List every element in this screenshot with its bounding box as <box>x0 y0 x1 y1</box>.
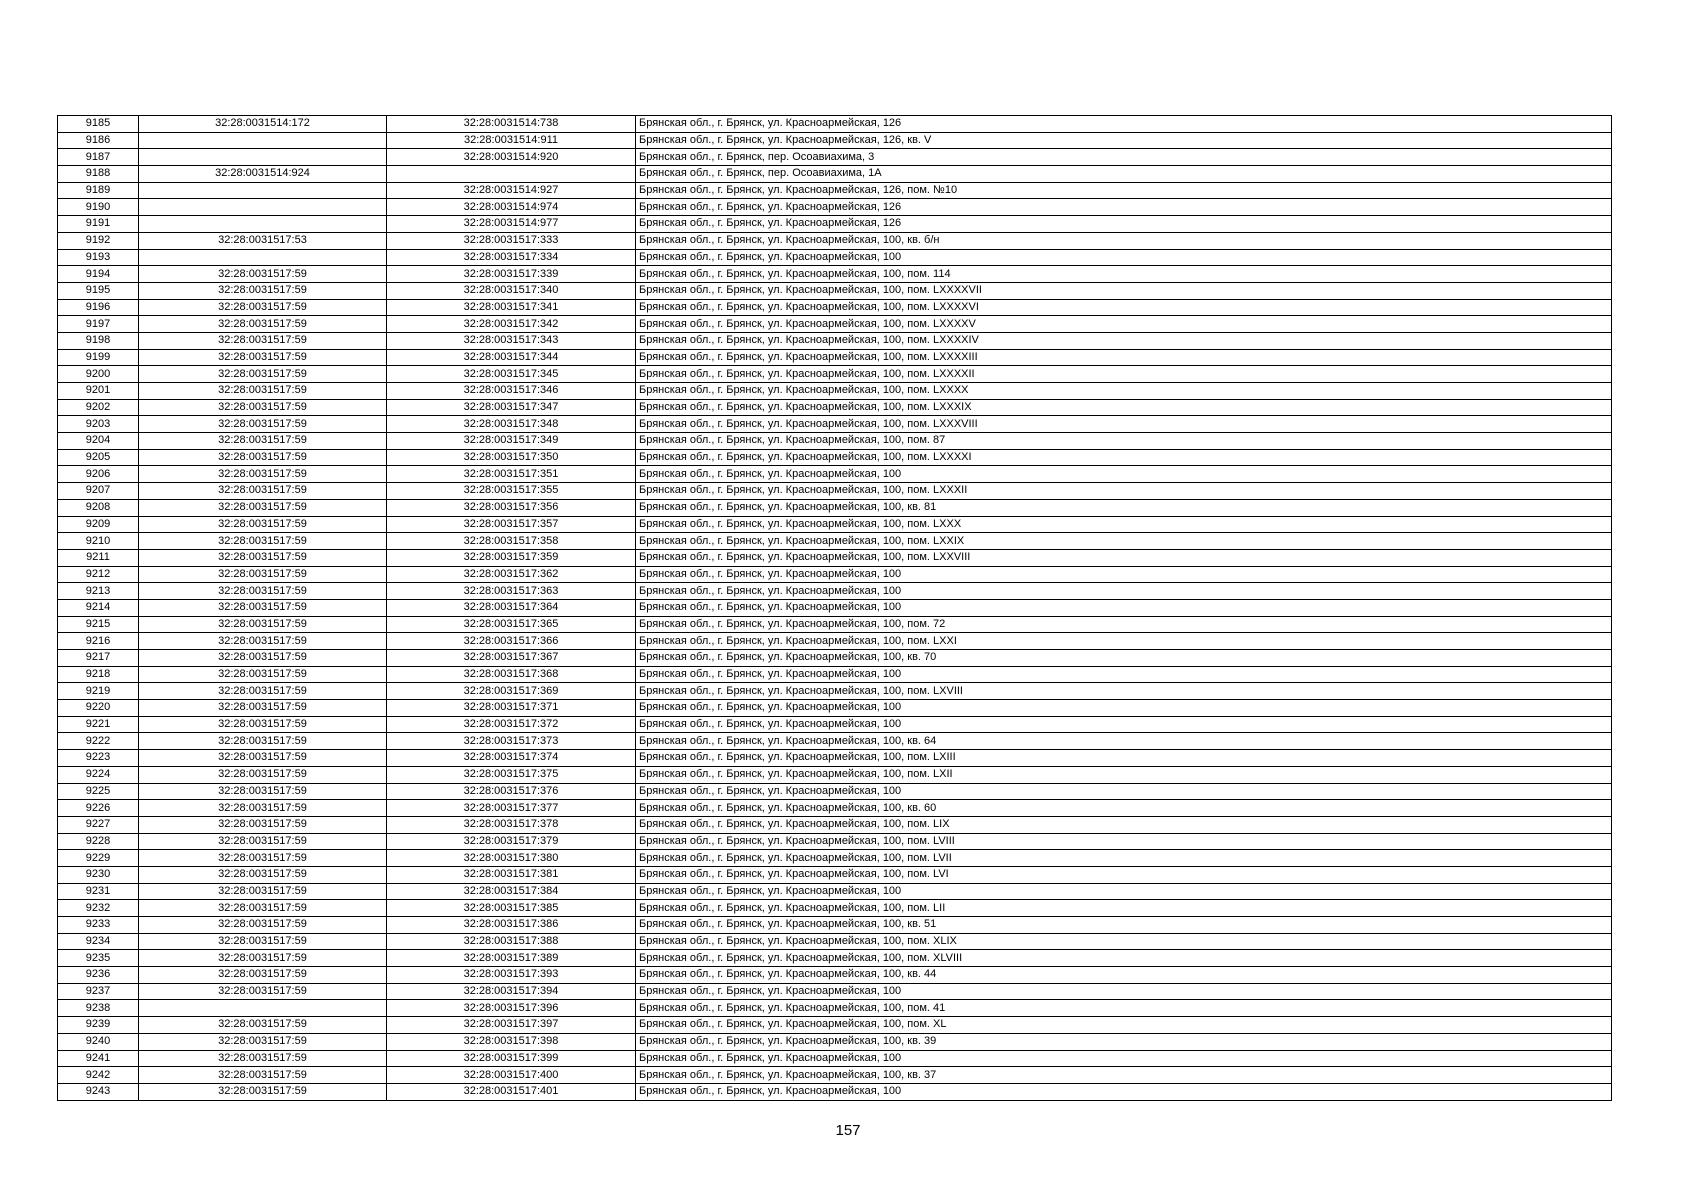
row-number-cell: 9210 <box>58 533 139 550</box>
row-number-cell: 9189 <box>58 182 139 199</box>
parcel-number-cell: 32:28:0031517:59 <box>139 633 387 650</box>
row-number-cell: 9197 <box>58 316 139 333</box>
row-number-cell: 9220 <box>58 700 139 717</box>
parcel-number-cell: 32:28:0031517:59 <box>139 332 387 349</box>
parcel-number-cell: 32:28:0031517:59 <box>139 516 387 533</box>
cadastral-table <box>57 115 1612 1101</box>
address-cell: Брянская обл., г. Брянск, ул. Красноармейская, 100, кв. 60 <box>636 800 1612 817</box>
table-row <box>58 132 1612 149</box>
row-number-cell: 9216 <box>58 633 139 650</box>
row-number-cell: 9202 <box>58 399 139 416</box>
object-number-cell: 32:28:0031517:384 <box>387 883 636 900</box>
address-cell: Брянская обл., г. Брянск, ул. Красноармейская, 100, пом. LII <box>636 900 1612 917</box>
parcel-number-cell: 32:28:0031517:59 <box>139 683 387 700</box>
address-cell: Брянская обл., г. Брянск, ул. Красноармейская, 100, пом. 87 <box>636 433 1612 450</box>
object-number-cell: 32:28:0031517:345 <box>387 366 636 383</box>
object-number-cell: 32:28:0031517:377 <box>387 800 636 817</box>
parcel-number-cell: 32:28:0031517:59 <box>139 383 387 400</box>
object-number-cell: 32:28:0031517:351 <box>387 466 636 483</box>
table-row <box>58 716 1612 733</box>
row-number-cell: 9201 <box>58 383 139 400</box>
page-number: 157 <box>835 1122 861 1139</box>
object-number-cell: 32:28:0031517:349 <box>387 433 636 450</box>
row-number-cell: 9186 <box>58 132 139 149</box>
table-row <box>58 533 1612 550</box>
parcel-number-cell <box>139 132 387 149</box>
object-number-cell: 32:28:0031517:362 <box>387 566 636 583</box>
table-row <box>58 433 1612 450</box>
table-row <box>58 299 1612 316</box>
address-cell: Брянская обл., г. Брянск, ул. Красноармейская, 100, пом. LIX <box>636 816 1612 833</box>
parcel-number-cell: 32:28:0031517:59 <box>139 416 387 433</box>
address-cell: Брянская обл., г. Брянск, ул. Красноармейская, 100, кв. 51 <box>636 917 1612 934</box>
table-row <box>58 683 1612 700</box>
parcel-number-cell: 32:28:0031517:59 <box>139 833 387 850</box>
object-number-cell: 32:28:0031517:364 <box>387 599 636 616</box>
row-number-cell: 9218 <box>58 666 139 683</box>
table-row <box>58 700 1612 717</box>
parcel-number-cell: 32:28:0031517:59 <box>139 282 387 299</box>
address-cell: Брянская обл., г. Брянск, ул. Красноармейская, 100, пом. LXXXX <box>636 383 1612 400</box>
parcel-number-cell: 32:28:0031517:59 <box>139 566 387 583</box>
address-cell: Брянская обл., г. Брянск, ул. Красноармейская, 100, пом. LXXIX <box>636 533 1612 550</box>
object-number-cell: 32:28:0031517:385 <box>387 900 636 917</box>
object-number-cell: 32:28:0031517:333 <box>387 232 636 249</box>
row-number-cell: 9188 <box>58 166 139 183</box>
row-number-cell: 9242 <box>58 1067 139 1084</box>
row-number-cell: 9209 <box>58 516 139 533</box>
object-number-cell: 32:28:0031517:366 <box>387 633 636 650</box>
address-cell: Брянская обл., г. Брянск, ул. Красноармейская, 100, пом. LXXXIX <box>636 399 1612 416</box>
table-row <box>58 599 1612 616</box>
object-number-cell: 32:28:0031517:340 <box>387 282 636 299</box>
object-number-cell: 32:28:0031517:334 <box>387 249 636 266</box>
address-cell: Брянская обл., г. Брянск, ул. Красноармейская, 100 <box>636 983 1612 1000</box>
parcel-number-cell: 32:28:0031517:59 <box>139 950 387 967</box>
object-number-cell: 32:28:0031517:374 <box>387 750 636 767</box>
parcel-number-cell <box>139 1000 387 1017</box>
parcel-number-cell: 32:28:0031517:59 <box>139 816 387 833</box>
table-row <box>58 549 1612 566</box>
address-cell: Брянская обл., г. Брянск, пер. Осоавиахима, 1А <box>636 166 1612 183</box>
object-number-cell: 32:28:0031514:920 <box>387 149 636 166</box>
address-cell: Брянская обл., г. Брянск, ул. Красноармейская, 100, кв. 64 <box>636 733 1612 750</box>
parcel-number-cell: 32:28:0031517:59 <box>139 599 387 616</box>
object-number-cell: 32:28:0031517:356 <box>387 499 636 516</box>
row-number-cell: 9195 <box>58 282 139 299</box>
parcel-number-cell: 32:28:0031517:59 <box>139 466 387 483</box>
address-cell: Брянская обл., г. Брянск, ул. Красноармейская, 100 <box>636 716 1612 733</box>
parcel-number-cell: 32:28:0031517:59 <box>139 1033 387 1050</box>
address-cell: Брянская обл., г. Брянск, ул. Красноармейская, 100, пом. LVI <box>636 866 1612 883</box>
object-number-cell <box>387 166 636 183</box>
address-cell: Брянская обл., г. Брянск, ул. Красноармейская, 100, пом. LXIII <box>636 750 1612 767</box>
object-number-cell: 32:28:0031517:339 <box>387 266 636 283</box>
object-number-cell: 32:28:0031517:372 <box>387 716 636 733</box>
table-row <box>58 816 1612 833</box>
parcel-number-cell: 32:28:0031517:59 <box>139 483 387 500</box>
table-row <box>58 232 1612 249</box>
object-number-cell: 32:28:0031517:355 <box>387 483 636 500</box>
table-row <box>58 850 1612 867</box>
row-number-cell: 9199 <box>58 349 139 366</box>
parcel-number-cell: 32:28:0031517:59 <box>139 983 387 1000</box>
table-row <box>58 282 1612 299</box>
table-row <box>58 199 1612 216</box>
row-number-cell: 9227 <box>58 816 139 833</box>
address-cell: Брянская обл., г. Брянск, ул. Красноармейская, 100, пом. XL <box>636 1017 1612 1034</box>
table-row <box>58 1083 1612 1100</box>
address-cell: Брянская обл., г. Брянск, ул. Красноармейская, 100 <box>636 700 1612 717</box>
table-row <box>58 866 1612 883</box>
address-cell: Брянская обл., г. Брянск, ул. Красноармейская, 100, пом. LXXXVIII <box>636 416 1612 433</box>
parcel-number-cell: 32:28:0031517:59 <box>139 917 387 934</box>
row-number-cell: 9230 <box>58 866 139 883</box>
row-number-cell: 9233 <box>58 917 139 934</box>
table-row <box>58 349 1612 366</box>
row-number-cell: 9236 <box>58 967 139 984</box>
address-cell: Брянская обл., г. Брянск, ул. Красноармейская, 126 <box>636 116 1612 133</box>
parcel-number-cell: 32:28:0031517:59 <box>139 349 387 366</box>
table-row <box>58 249 1612 266</box>
object-number-cell: 32:28:0031517:378 <box>387 816 636 833</box>
parcel-number-cell: 32:28:0031517:59 <box>139 933 387 950</box>
object-number-cell: 32:28:0031517:400 <box>387 1067 636 1084</box>
table-row <box>58 216 1612 233</box>
row-number-cell: 9241 <box>58 1050 139 1067</box>
address-cell: Брянская обл., г. Брянск, ул. Красноармейская, 100 <box>636 666 1612 683</box>
parcel-number-cell: 32:28:0031517:59 <box>139 533 387 550</box>
row-number-cell: 9200 <box>58 366 139 383</box>
row-number-cell: 9238 <box>58 1000 139 1017</box>
row-number-cell: 9221 <box>58 716 139 733</box>
table-row <box>58 1050 1612 1067</box>
address-cell: Брянская обл., г. Брянск, ул. Красноармейская, 100, кв. 37 <box>636 1067 1612 1084</box>
address-cell: Брянская обл., г. Брянск, ул. Красноармейская, 100, пом. LXXXXVII <box>636 282 1612 299</box>
row-number-cell: 9234 <box>58 933 139 950</box>
table-row <box>58 917 1612 934</box>
object-number-cell: 32:28:0031514:911 <box>387 132 636 149</box>
parcel-number-cell: 32:28:0031517:59 <box>139 499 387 516</box>
parcel-number-cell: 32:28:0031517:59 <box>139 1050 387 1067</box>
row-number-cell: 9223 <box>58 750 139 767</box>
row-number-cell: 9211 <box>58 549 139 566</box>
table-row <box>58 800 1612 817</box>
object-number-cell: 32:28:0031517:350 <box>387 449 636 466</box>
table-row <box>58 316 1612 333</box>
address-cell: Брянская обл., г. Брянск, ул. Красноармейская, 100 <box>636 583 1612 600</box>
parcel-number-cell: 32:28:0031517:59 <box>139 733 387 750</box>
row-number-cell: 9190 <box>58 199 139 216</box>
parcel-number-cell: 32:28:0031517:59 <box>139 1067 387 1084</box>
object-number-cell: 32:28:0031514:977 <box>387 216 636 233</box>
row-number-cell: 9208 <box>58 499 139 516</box>
address-cell: Брянская обл., г. Брянск, ул. Красноармейская, 100, пом. LXXXXIV <box>636 332 1612 349</box>
table-row <box>58 983 1612 1000</box>
object-number-cell: 32:28:0031517:388 <box>387 933 636 950</box>
row-number-cell: 9198 <box>58 332 139 349</box>
object-number-cell: 32:28:0031517:393 <box>387 967 636 984</box>
row-number-cell: 9224 <box>58 766 139 783</box>
row-number-cell: 9232 <box>58 900 139 917</box>
row-number-cell: 9193 <box>58 249 139 266</box>
parcel-number-cell: 32:28:0031517:53 <box>139 232 387 249</box>
table-row <box>58 766 1612 783</box>
row-number-cell: 9228 <box>58 833 139 850</box>
address-cell: Брянская обл., г. Брянск, пер. Осоавиахима, 3 <box>636 149 1612 166</box>
address-cell: Брянская обл., г. Брянск, ул. Красноармейская, 100, пом. XLIX <box>636 933 1612 950</box>
table-row <box>58 266 1612 283</box>
table-row <box>58 833 1612 850</box>
parcel-number-cell: 32:28:0031517:59 <box>139 583 387 600</box>
object-number-cell: 32:28:0031517:346 <box>387 383 636 400</box>
parcel-number-cell: 32:28:0031517:59 <box>139 967 387 984</box>
row-number-cell: 9203 <box>58 416 139 433</box>
object-number-cell: 32:28:0031517:342 <box>387 316 636 333</box>
table-row <box>58 332 1612 349</box>
table-row <box>58 1017 1612 1034</box>
table-row <box>58 783 1612 800</box>
row-number-cell: 9237 <box>58 983 139 1000</box>
parcel-number-cell: 32:28:0031517:59 <box>139 366 387 383</box>
table-row <box>58 666 1612 683</box>
parcel-number-cell: 32:28:0031517:59 <box>139 650 387 667</box>
table-row <box>58 416 1612 433</box>
parcel-number-cell <box>139 216 387 233</box>
address-cell: Брянская обл., г. Брянск, ул. Красноармейская, 100, пом. LVII <box>636 850 1612 867</box>
table-row <box>58 650 1612 667</box>
row-number-cell: 9185 <box>58 116 139 133</box>
parcel-number-cell: 32:28:0031517:59 <box>139 783 387 800</box>
object-number-cell: 32:28:0031517:358 <box>387 533 636 550</box>
row-number-cell: 9225 <box>58 783 139 800</box>
table-row <box>58 366 1612 383</box>
parcel-number-cell: 32:28:0031517:59 <box>139 449 387 466</box>
row-number-cell: 9229 <box>58 850 139 867</box>
parcel-number-cell: 32:28:0031517:59 <box>139 750 387 767</box>
address-cell: Брянская обл., г. Брянск, ул. Красноармейская, 100, кв. 81 <box>636 499 1612 516</box>
table-row <box>58 149 1612 166</box>
parcel-number-cell: 32:28:0031517:59 <box>139 900 387 917</box>
address-cell: Брянская обл., г. Брянск, ул. Красноармейская, 100 <box>636 783 1612 800</box>
parcel-number-cell <box>139 199 387 216</box>
row-number-cell: 9207 <box>58 483 139 500</box>
table-row <box>58 633 1612 650</box>
table-row <box>58 883 1612 900</box>
table-row <box>58 950 1612 967</box>
parcel-number-cell: 32:28:0031517:59 <box>139 616 387 633</box>
row-number-cell: 9243 <box>58 1083 139 1100</box>
table-row <box>58 933 1612 950</box>
row-number-cell: 9240 <box>58 1033 139 1050</box>
address-cell: Брянская обл., г. Брянск, ул. Красноармейская, 100 <box>636 1083 1612 1100</box>
address-cell: Брянская обл., г. Брянск, ул. Красноармейская, 100 <box>636 883 1612 900</box>
object-number-cell: 32:28:0031514:738 <box>387 116 636 133</box>
table-row <box>58 116 1612 133</box>
parcel-number-cell <box>139 149 387 166</box>
table-row <box>58 466 1612 483</box>
parcel-number-cell: 32:28:0031517:59 <box>139 316 387 333</box>
address-cell: Брянская обл., г. Брянск, ул. Красноармейская, 100, пом. XLVIII <box>636 950 1612 967</box>
address-cell: Брянская обл., г. Брянск, ул. Красноармейская, 126 <box>636 216 1612 233</box>
table-row <box>58 483 1612 500</box>
table-row <box>58 449 1612 466</box>
table-row <box>58 1033 1612 1050</box>
object-number-cell: 32:28:0031514:974 <box>387 199 636 216</box>
address-cell: Брянская обл., г. Брянск, ул. Красноармейская, 100 <box>636 1050 1612 1067</box>
object-number-cell: 32:28:0031517:376 <box>387 783 636 800</box>
address-cell: Брянская обл., г. Брянск, ул. Красноармейская, 100, пом. LXII <box>636 766 1612 783</box>
parcel-number-cell <box>139 182 387 199</box>
address-cell: Брянская обл., г. Брянск, ул. Красноармейская, 100, пом. LXXXXV <box>636 316 1612 333</box>
table-row <box>58 399 1612 416</box>
parcel-number-cell: 32:28:0031517:59 <box>139 716 387 733</box>
object-number-cell: 32:28:0031517:394 <box>387 983 636 1000</box>
address-cell: Брянская обл., г. Брянск, ул. Красноармейская, 100, пом. LXXXXIII <box>636 349 1612 366</box>
object-number-cell: 32:28:0031517:399 <box>387 1050 636 1067</box>
row-number-cell: 9204 <box>58 433 139 450</box>
table-row <box>58 1000 1612 1017</box>
row-number-cell: 9222 <box>58 733 139 750</box>
table-row <box>58 1067 1612 1084</box>
object-number-cell: 32:28:0031514:927 <box>387 182 636 199</box>
address-cell: Брянская обл., г. Брянск, ул. Красноармейская, 100, пом. 41 <box>636 1000 1612 1017</box>
address-cell: Брянская обл., г. Брянск, ул. Красноармейская, 100, пом. LXXXXI <box>636 449 1612 466</box>
parcel-number-cell: 32:28:0031517:59 <box>139 850 387 867</box>
table-row <box>58 499 1612 516</box>
address-cell: Брянская обл., г. Брянск, ул. Красноармейская, 100, пом. LXXX <box>636 516 1612 533</box>
table-row <box>58 182 1612 199</box>
table-row <box>58 516 1612 533</box>
address-cell: Брянская обл., г. Брянск, ул. Красноармейская, 100 <box>636 466 1612 483</box>
object-number-cell: 32:28:0031517:343 <box>387 332 636 349</box>
row-number-cell: 9196 <box>58 299 139 316</box>
parcel-number-cell: 32:28:0031517:59 <box>139 266 387 283</box>
address-cell: Брянская обл., г. Брянск, ул. Красноармейская, 126, пом. №10 <box>636 182 1612 199</box>
address-cell: Брянская обл., г. Брянск, ул. Красноармейская, 100 <box>636 566 1612 583</box>
object-number-cell: 32:28:0031517:380 <box>387 850 636 867</box>
row-number-cell: 9187 <box>58 149 139 166</box>
object-number-cell: 32:28:0031517:371 <box>387 700 636 717</box>
address-cell: Брянская обл., г. Брянск, ул. Красноармейская, 100, кв. 39 <box>636 1033 1612 1050</box>
parcel-number-cell: 32:28:0031517:59 <box>139 399 387 416</box>
address-cell: Брянская обл., г. Брянск, ул. Красноармейская, 100, кв. б/н <box>636 232 1612 249</box>
row-number-cell: 9191 <box>58 216 139 233</box>
object-number-cell: 32:28:0031517:347 <box>387 399 636 416</box>
address-cell: Брянская обл., г. Брянск, ул. Красноармейская, 100, кв. 70 <box>636 650 1612 667</box>
row-number-cell: 9226 <box>58 800 139 817</box>
object-number-cell: 32:28:0031517:389 <box>387 950 636 967</box>
table-row <box>58 566 1612 583</box>
object-number-cell: 32:28:0031517:373 <box>387 733 636 750</box>
cadastral-table-body <box>58 116 1612 1101</box>
address-cell: Брянская обл., г. Брянск, ул. Красноармейская, 126 <box>636 199 1612 216</box>
table-row <box>58 967 1612 984</box>
row-number-cell: 9213 <box>58 583 139 600</box>
parcel-number-cell: 32:28:0031517:59 <box>139 700 387 717</box>
parcel-number-cell: 32:28:0031517:59 <box>139 800 387 817</box>
row-number-cell: 9239 <box>58 1017 139 1034</box>
table-row <box>58 900 1612 917</box>
parcel-number-cell: 32:28:0031517:59 <box>139 766 387 783</box>
object-number-cell: 32:28:0031517:369 <box>387 683 636 700</box>
parcel-number-cell: 32:28:0031514:172 <box>139 116 387 133</box>
parcel-number-cell: 32:28:0031514:924 <box>139 166 387 183</box>
object-number-cell: 32:28:0031517:386 <box>387 917 636 934</box>
row-number-cell: 9215 <box>58 616 139 633</box>
address-cell: Брянская обл., г. Брянск, ул. Красноармейская, 100, пом. LXVIII <box>636 683 1612 700</box>
object-number-cell: 32:28:0031517:379 <box>387 833 636 850</box>
row-number-cell: 9214 <box>58 599 139 616</box>
row-number-cell: 9192 <box>58 232 139 249</box>
object-number-cell: 32:28:0031517:381 <box>387 866 636 883</box>
object-number-cell: 32:28:0031517:359 <box>387 549 636 566</box>
parcel-number-cell: 32:28:0031517:59 <box>139 1017 387 1034</box>
object-number-cell: 32:28:0031517:341 <box>387 299 636 316</box>
parcel-number-cell: 32:28:0031517:59 <box>139 666 387 683</box>
parcel-number-cell: 32:28:0031517:59 <box>139 1083 387 1100</box>
address-cell: Брянская обл., г. Брянск, ул. Красноармейская, 100 <box>636 249 1612 266</box>
object-number-cell: 32:28:0031517:368 <box>387 666 636 683</box>
address-cell: Брянская обл., г. Брянск, ул. Красноармейская, 100, пом. LVIII <box>636 833 1612 850</box>
parcel-number-cell: 32:28:0031517:59 <box>139 299 387 316</box>
table-row <box>58 733 1612 750</box>
object-number-cell: 32:28:0031517:396 <box>387 1000 636 1017</box>
row-number-cell: 9212 <box>58 566 139 583</box>
parcel-number-cell: 32:28:0031517:59 <box>139 883 387 900</box>
address-cell: Брянская обл., г. Брянск, ул. Красноармейская, 100, пом. LXXI <box>636 633 1612 650</box>
row-number-cell: 9235 <box>58 950 139 967</box>
object-number-cell: 32:28:0031517:357 <box>387 516 636 533</box>
row-number-cell: 9205 <box>58 449 139 466</box>
row-number-cell: 9231 <box>58 883 139 900</box>
parcel-number-cell <box>139 249 387 266</box>
address-cell: Брянская обл., г. Брянск, ул. Красноармейская, 100, пом. LXXXXVI <box>636 299 1612 316</box>
parcel-number-cell: 32:28:0031517:59 <box>139 433 387 450</box>
address-cell: Брянская обл., г. Брянск, ул. Красноармейская, 100 <box>636 599 1612 616</box>
parcel-number-cell: 32:28:0031517:59 <box>139 866 387 883</box>
address-cell: Брянская обл., г. Брянск, ул. Красноармейская, 100, пом. LXXXXII <box>636 366 1612 383</box>
address-cell: Брянская обл., г. Брянск, ул. Красноармейская, 100, пом. LXXVIII <box>636 549 1612 566</box>
object-number-cell: 32:28:0031517:401 <box>387 1083 636 1100</box>
table-row <box>58 583 1612 600</box>
address-cell: Брянская обл., г. Брянск, ул. Красноармейская, 100, кв. 44 <box>636 967 1612 984</box>
object-number-cell: 32:28:0031517:363 <box>387 583 636 600</box>
row-number-cell: 9194 <box>58 266 139 283</box>
object-number-cell: 32:28:0031517:397 <box>387 1017 636 1034</box>
object-number-cell: 32:28:0031517:348 <box>387 416 636 433</box>
parcel-number-cell: 32:28:0031517:59 <box>139 549 387 566</box>
object-number-cell: 32:28:0031517:398 <box>387 1033 636 1050</box>
object-number-cell: 32:28:0031517:365 <box>387 616 636 633</box>
object-number-cell: 32:28:0031517:367 <box>387 650 636 667</box>
table-row <box>58 616 1612 633</box>
table-row <box>58 750 1612 767</box>
table-row <box>58 166 1612 183</box>
address-cell: Брянская обл., г. Брянск, ул. Красноармейская, 126, кв. V <box>636 132 1612 149</box>
row-number-cell: 9219 <box>58 683 139 700</box>
address-cell: Брянская обл., г. Брянск, ул. Красноармейская, 100, пом. 114 <box>636 266 1612 283</box>
object-number-cell: 32:28:0031517:375 <box>387 766 636 783</box>
address-cell: Брянская обл., г. Брянск, ул. Красноармейская, 100, пом. LXXXII <box>636 483 1612 500</box>
row-number-cell: 9206 <box>58 466 139 483</box>
row-number-cell: 9217 <box>58 650 139 667</box>
address-cell: Брянская обл., г. Брянск, ул. Красноармейская, 100, пом. 72 <box>636 616 1612 633</box>
table-row <box>58 383 1612 400</box>
object-number-cell: 32:28:0031517:344 <box>387 349 636 366</box>
